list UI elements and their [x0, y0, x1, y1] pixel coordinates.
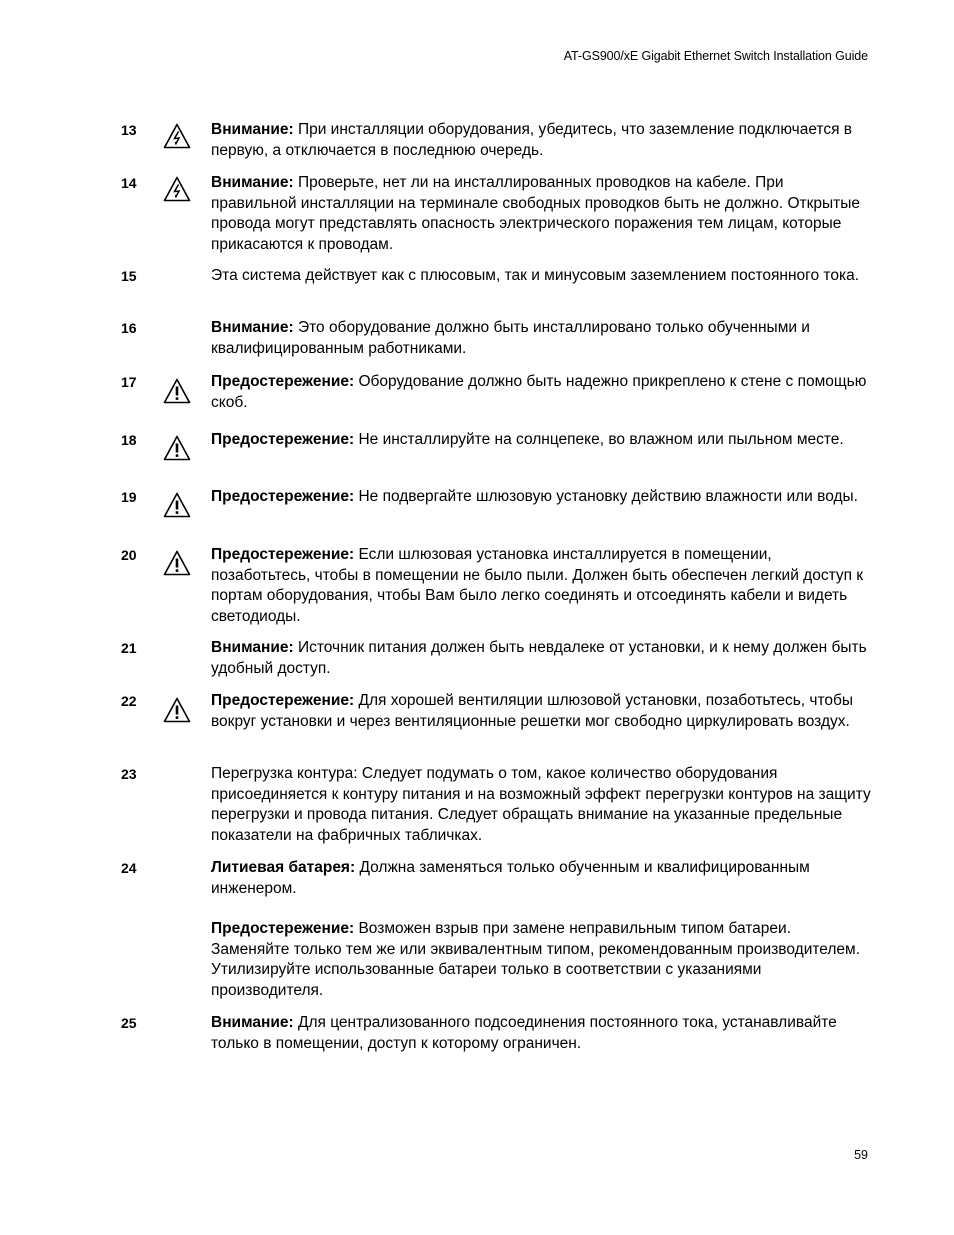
notice-lead-label: Предостережение: [211, 920, 355, 937]
notice-body-text: Если шлюзовая установка инсталлируется в помещении, позаботьтесь, чтобы в помещении не было пыли. Должен быть обеспечен легкий доступ к портам оборудования, чтобы Вам было легко соединять и отсоединять кабели и видеть светодиоды. [211, 546, 864, 625]
caution-icon [163, 550, 191, 576]
notice-lead-label: Внимание: [211, 1014, 294, 1031]
notice-body-text: Для централизованного подсоединения постоянного тока, устанавливайте только в помещении, доступ к которому ограничен. [211, 1014, 837, 1052]
notice-lead-label: Внимание: [211, 639, 294, 656]
caution-icon [163, 492, 191, 518]
item-number: 13 [121, 122, 137, 138]
notice-body-text: Оборудование должно быть надежно прикреплено к стене с помощью скоб. [211, 373, 867, 411]
item-paragraph [211, 545, 871, 627]
notice-body-text: Не подвергайте шлюзовую установку действию влажности или воды. [354, 488, 858, 505]
notice-body-text: При инсталляции оборудования, убедитесь, что заземление подключается в первую, а отключается в последнюю очередь. [211, 121, 853, 159]
item-paragraph [211, 487, 871, 508]
item-number: 21 [121, 640, 137, 656]
item-number: 19 [121, 489, 137, 505]
notice-lead-label: Внимание: [211, 174, 294, 191]
item-number: 24 [121, 860, 137, 876]
item-number: 23 [121, 766, 137, 782]
item-number: 18 [121, 432, 137, 448]
notice-body-text: Источник питания должен быть невдалеке от установки, и к нему должен быть удобный доступ. [211, 639, 867, 677]
item-text [211, 120, 871, 161]
notice-body-text: Не инсталлируйте на солнцепеке, во влажном или пыльном месте. [354, 431, 844, 448]
notice-lead-label: Предостережение: [211, 546, 355, 563]
item-text [211, 266, 871, 287]
item-text [211, 318, 871, 359]
running-header: AT-GS900/xE Gigabit Ethernet Switch Installation Guide [563, 49, 868, 63]
item-paragraph [211, 173, 871, 255]
notice-body-text: Должна заменяться только обученным и квалифицированным инженером. [211, 859, 810, 897]
item-number: 14 [121, 175, 137, 191]
item-number: 15 [121, 268, 137, 284]
notice-lead-label: Литиевая батарея: [211, 859, 356, 876]
notice-lead-label: Предостережение: [211, 431, 355, 448]
electrical-hazard-icon [163, 123, 191, 149]
item-paragraph [211, 764, 871, 846]
item-paragraph [211, 1013, 871, 1054]
item-number: 16 [121, 320, 137, 336]
electrical-hazard-icon [163, 176, 191, 202]
notice-body-text: Перегрузка контура: Следует подумать о том, какое количество оборудования присоединяется к контуру питания и на возможный эффект перегрузки контуров на защиту перегрузки и провода питания. Следует обращать внимание на указанные предельные показатели на фабричных табличках. [211, 765, 871, 844]
item-paragraph [211, 430, 871, 451]
item-paragraph [211, 858, 871, 899]
item-number: 25 [121, 1015, 137, 1031]
item-text [211, 545, 871, 627]
notice-body-text: Проверьте, нет ли на инсталлированных проводков на кабеле. При правильной инсталляции на терминале свободных проводков быть не должно. Открытые провода могут представлять опасность электрического поражения тем лицам, которые прикасаются к проводам. [211, 174, 861, 253]
notice-lead-label: Предостережение: [211, 692, 355, 709]
item-text [211, 487, 871, 508]
item-text [211, 173, 871, 255]
item-paragraph [211, 120, 871, 161]
notice-lead-label: Внимание: [211, 121, 294, 138]
notice-body-text: Это оборудование должно быть инсталлировано только обученными и квалифицированным работниками. [211, 319, 810, 357]
item-text [211, 1013, 871, 1054]
caution-icon [163, 435, 191, 461]
item-paragraph [211, 266, 871, 287]
item-number: 17 [121, 374, 137, 390]
notice-body-text: Возможен взрыв при замене неправильным типом батареи. Заменяйте только тем же или эквивалентным типом, рекомендованным производителем. Утилизируйте использованные батареи только в соответствии с указаниями производителя. [211, 920, 861, 999]
item-paragraph [211, 691, 871, 732]
notice-lead-label: Внимание: [211, 319, 294, 336]
item-paragraph [211, 638, 871, 679]
item-paragraph [211, 372, 871, 413]
notice-lead-label: Предостережение: [211, 488, 355, 505]
notice-body-text: Для хорошей вентиляции шлюзовой установки, позаботьтесь, чтобы вокруг установки и через вентиляционные решетки мог свободно циркулировать воздух. [211, 692, 854, 730]
item-number: 22 [121, 693, 137, 709]
page-number: 59 [854, 1148, 868, 1162]
item-text [211, 372, 871, 413]
item-text [211, 691, 871, 732]
item-text [211, 430, 871, 451]
caution-icon [163, 378, 191, 404]
notice-body-text: Эта система действует как с плюсовым, так и минусовым заземлением постоянного тока. [211, 267, 860, 284]
item-text [211, 858, 871, 1001]
caution-icon [163, 697, 191, 723]
notice-lead-label: Предостережение: [211, 373, 355, 390]
item-text [211, 764, 871, 846]
item-paragraph [211, 919, 871, 1001]
item-number: 20 [121, 547, 137, 563]
item-text [211, 638, 871, 679]
item-paragraph [211, 318, 871, 359]
